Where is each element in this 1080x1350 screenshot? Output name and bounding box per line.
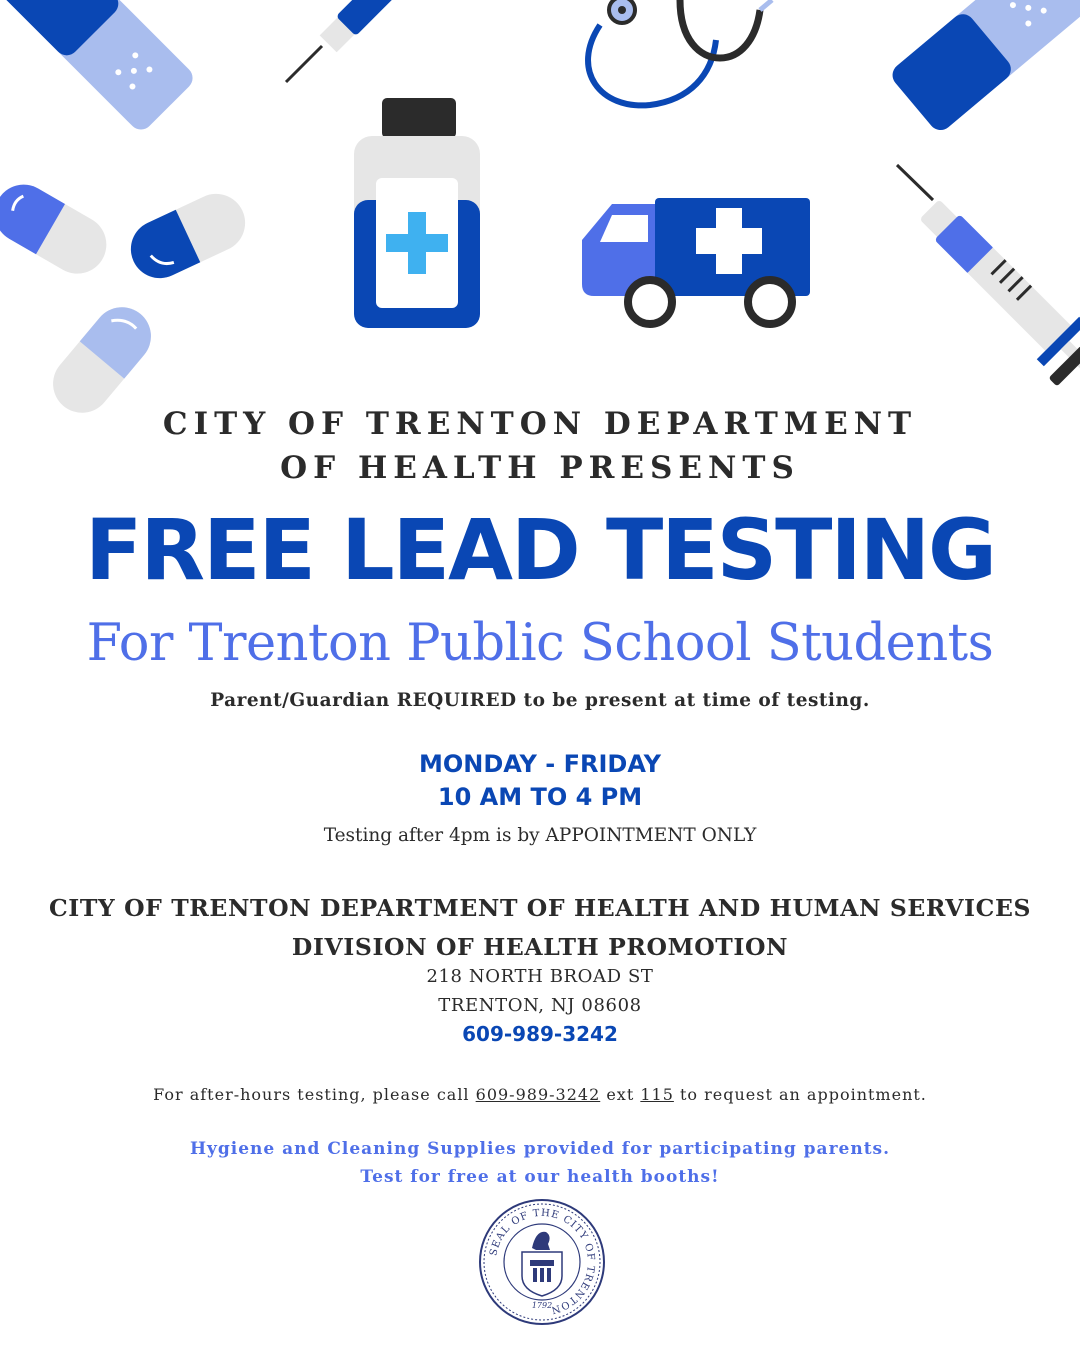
ambulance-icon [582,198,810,324]
after-hours-suffix: to request an appointment. [673,1085,927,1104]
bandage-icon [0,0,198,135]
division-name: DIVISION OF HEALTH PROMOTION [291,933,789,961]
promo-text [0,1135,1080,1191]
guardian-notice: Parent/Guardian REQUIRED to be present at time of testing. [210,690,870,711]
presenter-line-2: OF HEALTH PRESENTS [280,450,800,486]
subtitle: For Trenton Public School Students [86,614,994,673]
medical-illustration [0,0,1080,420]
after-hours-phone-link[interactable]: 609-989-3242 [475,1085,601,1104]
schedule [0,748,1080,814]
schedule-hours: 10 AM TO 4 PM [437,783,643,811]
contact-phone[interactable]: 609-989-3242 [462,1022,618,1046]
medicine-bottle-icon [354,98,480,328]
address-street: 218 NORTH BROAD ST [426,966,654,987]
bandage-icon [888,0,1080,135]
pill-icon [0,174,117,284]
after-hours-prefix: For after-hours testing, please call [153,1085,476,1104]
presenter-heading [0,402,1080,490]
address-city: TRENTON, NJ 08608 [438,994,642,1016]
stethoscope-icon [588,0,772,105]
city-seal-icon [478,1198,606,1326]
syringe-icon [286,0,398,82]
after-hours-ext-link[interactable]: 115 [640,1085,674,1104]
department-name: CITY OF TRENTON DEPARTMENT OF HEALTH AND HUMAN SERVICES [48,894,1032,922]
address [0,963,1080,1020]
after-hours-ext-label: ext [600,1085,641,1104]
appointment-note: Testing after 4pm is by APPOINTMENT ONLY [323,825,757,846]
seal-text: SEAL OF THE CITY OF TRENTON [488,1207,597,1316]
seal-year: 1792 [531,1301,553,1310]
department-heading [0,889,1080,967]
presenter-line-1: CITY OF TRENTON DEPARTMENT [162,406,918,442]
after-hours-instructions [0,1082,1080,1108]
pill-icon [121,184,254,287]
headline: FREE LEAD TESTING [85,501,995,599]
promo-line-2: Test for free at our health booths! [360,1167,720,1187]
promo-line-1: Hygiene and Cleaning Supplies provided for participating parents. [189,1139,891,1159]
syringe-icon [897,165,1080,395]
schedule-days: MONDAY - FRIDAY [418,750,661,778]
